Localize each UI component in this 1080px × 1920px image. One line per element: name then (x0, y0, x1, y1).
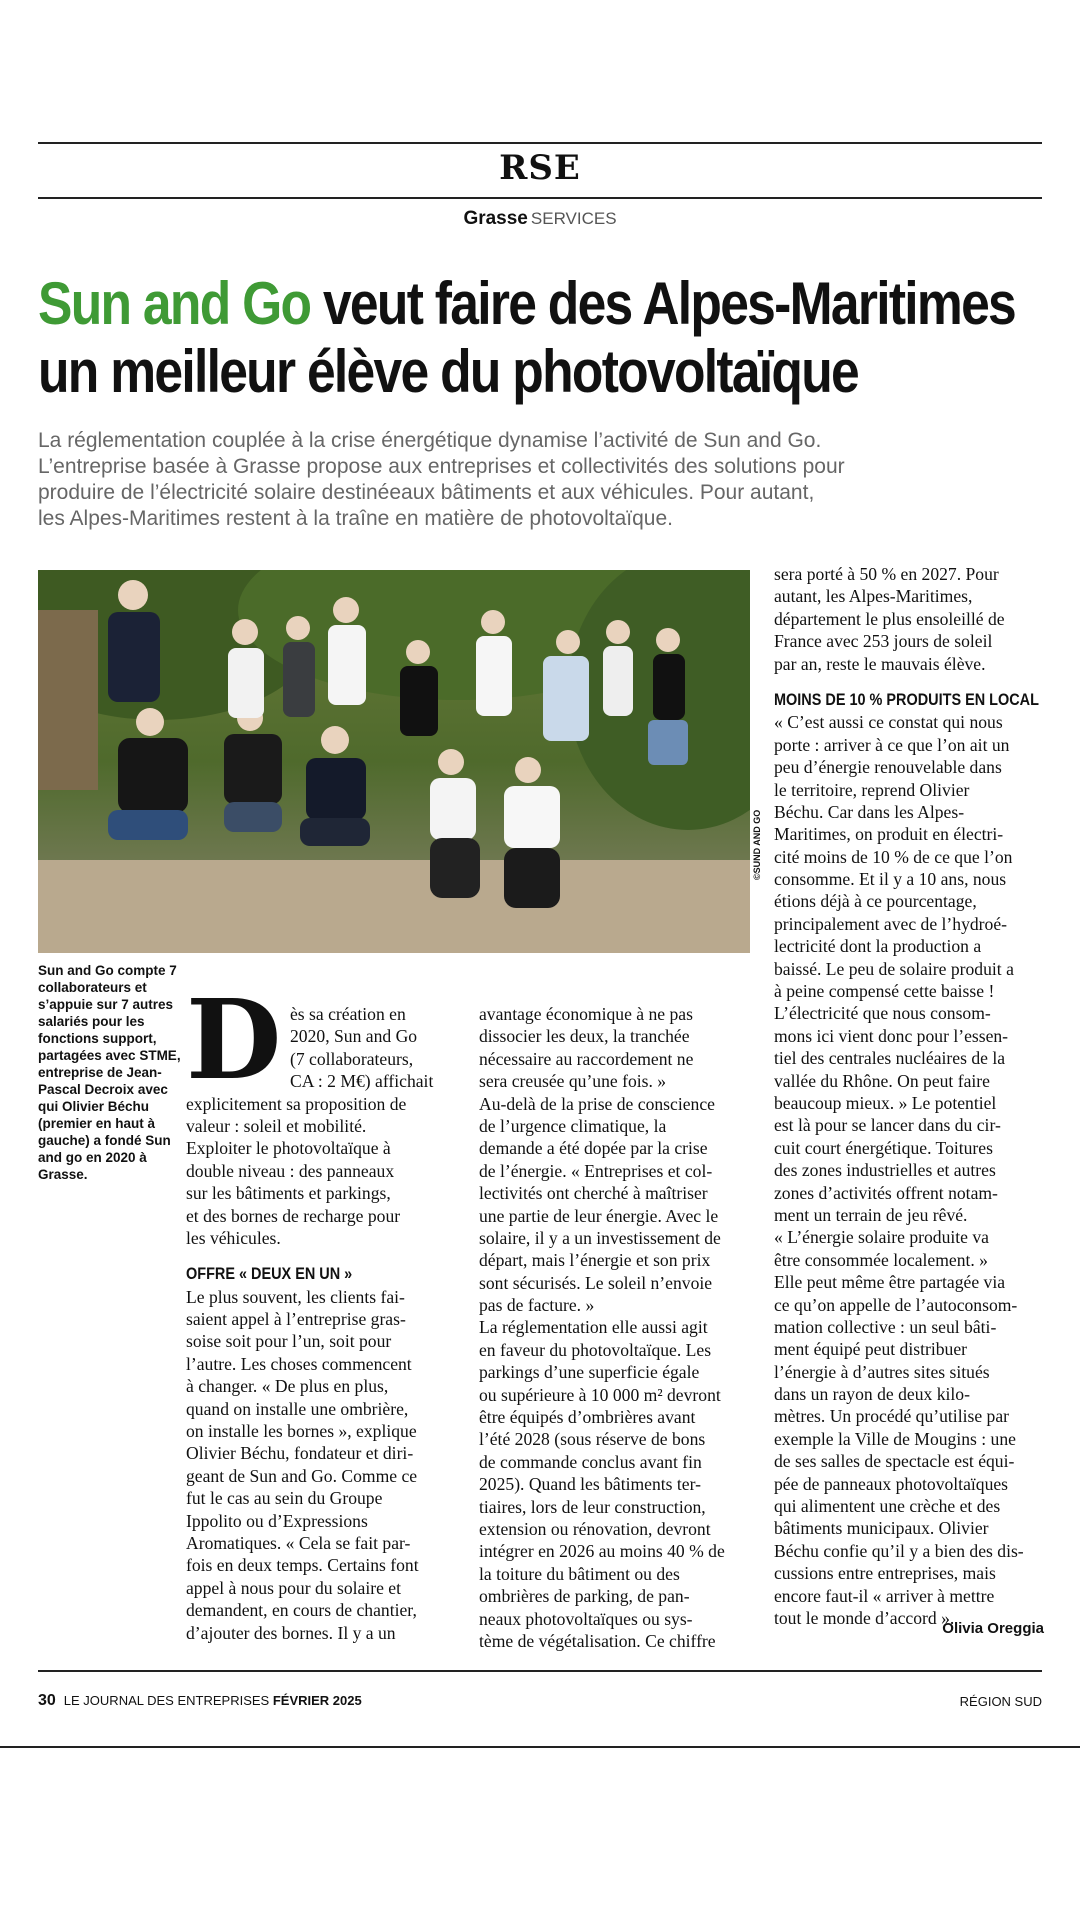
article-line: Au-delà de la prise de conscience (479, 1093, 715, 1114)
article-line: à changer. « De plus en plus, (186, 1376, 389, 1397)
article-line: encore faut-il « arriver à mettre (774, 1585, 995, 1606)
article-line: sur les bâtiments et parkings, (186, 1183, 391, 1204)
drop-cap: D (186, 975, 282, 1104)
article-line: cussions entre entreprises, mais (774, 1563, 996, 1584)
article-line: de l’urgence climatique, la (479, 1115, 667, 1136)
article-line: étions déjà à ce pourcentage, (774, 891, 977, 912)
article-line: 2025). Quand les bâtiments ter- (479, 1474, 701, 1495)
article-line: de commande conclus avant fin (479, 1451, 702, 1472)
article-line: valeur : soleil et mobilité. (186, 1115, 367, 1136)
headline-highlight: Sun and Go (38, 270, 311, 337)
article-line: ment équipé peut distribuer (774, 1339, 967, 1360)
article-line: Béchu confie qu’il y a bien des dis- (774, 1540, 1024, 1561)
article-line: fut le cas au sein du Groupe (186, 1488, 383, 1509)
footer-rule (38, 1670, 1042, 1672)
article-line: intégrer en 2026 au moins 40 % de (479, 1541, 725, 1562)
article-line: être équipés d’ombrières avant (479, 1407, 696, 1428)
article-line: peu d’énergie renouvelable dans (774, 757, 1002, 778)
article-line: à peine compensé cette baisse ! (774, 981, 995, 1002)
article-line: double niveau : des panneaux (186, 1160, 395, 1181)
article-line: Olivier Béchu, fondateur et diri- (186, 1443, 414, 1464)
article-line: dissocier les deux, la tranchée (479, 1026, 690, 1047)
article-line: quand on installe une ombrière, (186, 1398, 409, 1419)
article-line: mation collective : un seul bâti- (774, 1316, 997, 1337)
article-line: l’autre. Les choses commencent (186, 1353, 412, 1374)
rubric (0, 208, 1080, 230)
article-line: mons ici vient donc pour l’essen- (774, 1025, 1009, 1046)
journal-name: LE JOURNAL DES ENTREPRISES (63, 1693, 270, 1708)
article-line: d’ajouter des bornes. Il y a un (186, 1622, 396, 1643)
article-line: sera porté à 50 % en 2027. Pour (774, 564, 999, 584)
lead-line: L’entreprise basée à Grasse propose aux entreprises et collectivités des solutions pour (38, 455, 845, 478)
article-line: principalement avec de l’hydroé- (774, 913, 1008, 934)
article-line: soise soit pour l’un, soit pour (186, 1331, 392, 1352)
article-line: parkings d’une superficie égale (479, 1362, 700, 1383)
headline-line2: un meilleur élève du photovoltaïque (38, 338, 859, 405)
article-line: vallée du Rhône. On peut faire (774, 1070, 990, 1091)
lead-paragraph (38, 428, 888, 532)
paragraph-gap (186, 1249, 456, 1263)
article-line: en faveur du photovoltaïque. Les (479, 1339, 712, 1360)
photo-caption: Sun and Go compte 7 collaborateurs et s’appuie sur 7 autres salariés pour les fonctions support, partagées avec STME, entreprise de Jean-Pascal Decroix avec qui Olivier Béchu (premier en haut à gauche) a fondé Sun and go en 2020 à Grasse. (38, 963, 181, 1182)
subheading: OFFRE « DEUX EN UN » (186, 1264, 353, 1284)
article-line: de l’énergie. « Entreprises et col- (479, 1160, 713, 1181)
top-rule (38, 142, 1042, 144)
article-line: appel à nous pour du solaire et (186, 1577, 401, 1598)
article-line: Elle peut même être partagée via (774, 1272, 1006, 1293)
article-line: geant de Sun and Go. Comme ce (186, 1465, 418, 1486)
article-line: et des bornes de recharge pour (186, 1205, 401, 1226)
article-line: Maritimes, on produit en électri- (774, 824, 1004, 845)
article-line: avantage économique à ne pas (479, 1004, 693, 1024)
rubric-topic: SERVICES (530, 209, 617, 228)
article-line: « L’énergie solaire produite va (774, 1227, 989, 1248)
article-line: consomme. Et il y a 10 ans, nous (774, 869, 1007, 890)
article-line: tème de végétalisation. Ce chiffre (479, 1630, 716, 1651)
footer-region: RÉGION SUD (959, 1694, 1042, 1709)
lead-line: produire de l’électricité solaire destinéeaux bâtiments et aux véhicules. Pour autant, (38, 481, 815, 504)
article-line: lectivités ont cherché à maîtriser (479, 1183, 708, 1204)
article-line: des zones industrielles et autres (774, 1160, 996, 1181)
article-line: par an, reste le mauvais élève. (774, 653, 986, 674)
article-line: cuit court énergétique. Toitures (774, 1137, 993, 1158)
article-line: l’énergie à d’autres sites situés (774, 1361, 990, 1382)
article-line: neaux photovoltaïques ou sys- (479, 1608, 693, 1629)
article-line: solaire, il y a un investissement de (479, 1227, 721, 1248)
article-line: on installe les bornes », explique (186, 1421, 417, 1442)
article-column-2 (479, 1003, 749, 1652)
article-line: autant, les Alpes-Maritimes, (774, 586, 973, 607)
article-line: Ippolito ou d’Expressions (186, 1510, 368, 1531)
article-line: demande a été dopée par la crise (479, 1138, 708, 1159)
article-line: pée de panneaux photovoltaïques (774, 1473, 1009, 1494)
article-line: l’été 2028 (sous réserve de bons (479, 1429, 706, 1450)
issue-date: FÉVRIER 2025 (272, 1693, 362, 1708)
article-line: France avec 253 jours de soleil (774, 631, 993, 652)
article-line: pas de facture. » (479, 1295, 595, 1316)
article-line: qui alimentent une crèche et des (774, 1496, 1001, 1517)
section-rule (38, 197, 1042, 199)
article-line: de ses salles de spectacle est équi- (774, 1451, 1015, 1472)
article-line: est là pour se lancer dans du cir- (774, 1115, 1001, 1136)
section-title: RSE (499, 148, 581, 188)
subheading: MOINS DE 10 % PRODUITS EN LOCAL (774, 689, 1039, 709)
article-line: fois en deux temps. Certains font (186, 1555, 419, 1576)
headline-line1: veut faire des Alpes-Maritimes (310, 270, 1016, 337)
paragraph-gap (774, 675, 1044, 689)
article-line: bâtiments municipaux. Olivier (774, 1518, 989, 1539)
footer-left (38, 1692, 362, 1710)
headline (38, 270, 1036, 406)
article-line: sera creusée qu’une fois. » (479, 1071, 667, 1092)
lead-line: La réglementation couplée à la crise énergétique dynamise l’activité de Sun and Go. (38, 429, 822, 452)
article-line: saient appel à l’entreprise gras- (186, 1309, 406, 1330)
article-line: Aromatiques. « Cela se fait par- (186, 1532, 411, 1553)
article-line: CA : 2 M€) affichait (290, 1071, 434, 1092)
article-line: baissé. Le peu de solaire produit a (774, 958, 1014, 979)
article-line: explicitement sa proposition de (186, 1093, 407, 1114)
article-line: tout le monde d’accord ». (774, 1607, 955, 1628)
article-column-1 (186, 1003, 456, 1644)
rubric-city: Grasse (463, 208, 528, 229)
article-line: département le plus ensoleillé de (774, 608, 1005, 629)
team-photo (38, 570, 750, 953)
photo-credit: ©SUND AND GO (752, 809, 762, 880)
article-line: les véhicules. (186, 1227, 281, 1248)
article-line: tiel des centrales nucléaires de la (774, 1048, 1006, 1069)
article-line: 2020, Sun and Go (290, 1026, 418, 1047)
author-signature: Olivia Oreggia (942, 1620, 1044, 1637)
article-line: une partie de leur énergie. Avec le (479, 1205, 719, 1226)
article-line: Le plus souvent, les clients fai- (186, 1286, 405, 1307)
article-line: dans un rayon de deux kilo- (774, 1384, 970, 1405)
article-line: lectricité dont la production a (774, 936, 982, 957)
page-number: 30 (38, 1692, 56, 1709)
article-line: ou supérieure à 10 000 m² devront (479, 1384, 721, 1405)
article-line: mètres. Un procédé qu’utilise par (774, 1406, 1009, 1427)
article-line: nécessaire au raccordement ne (479, 1048, 694, 1069)
article-line: sont sécurisés. Le soleil n’envoie (479, 1272, 713, 1293)
lead-line: les Alpes-Maritimes restent à la traîne en matière de photovoltaïque. (38, 507, 674, 530)
article-line: ès sa création en (290, 1004, 406, 1024)
article-line: (7 collaborateurs, (290, 1048, 414, 1069)
article-line: ce qu’on appelle de l’autoconsom- (774, 1294, 1018, 1315)
article-line: Exploiter le photovoltaïque à (186, 1138, 391, 1159)
article-line: ment un terrain de jeu rêvé. (774, 1204, 968, 1225)
article-line: la toiture du bâtiment ou des (479, 1563, 680, 1584)
article-line: beaucoup mieux. » Le potentiel (774, 1092, 997, 1113)
article-column-3 (774, 563, 1044, 1629)
article-line: demandent, en cours de chantier, (186, 1600, 417, 1621)
article-line: tiaires, lors de leur construction, (479, 1496, 706, 1517)
article-line: être consommée localement. » (774, 1249, 988, 1270)
article-line: L’électricité que nous consom- (774, 1003, 991, 1024)
article-line: cité moins de 10 % de ce que l’on (774, 846, 1013, 867)
article-line: zones d’activités offrent notam- (774, 1182, 998, 1203)
article-line: départ, mais l’énergie et son prix (479, 1250, 711, 1271)
article-line: Béchu. Car dans les Alpes- (774, 801, 965, 822)
article-line: le territoire, reprend Olivier (774, 779, 970, 800)
article-line: La réglementation elle aussi agit (479, 1317, 708, 1338)
article-line: exemple la Ville de Mougins : une (774, 1428, 1016, 1449)
article-line: ombrières de parking, de pan- (479, 1586, 690, 1607)
article-line: « C’est aussi ce constat qui nous (774, 712, 1003, 733)
article-line: extension ou rénovation, devront (479, 1518, 711, 1539)
page-bottom-rule (0, 1746, 1080, 1748)
article-line: porte : arriver à ce que l’on ait un (774, 734, 1010, 755)
